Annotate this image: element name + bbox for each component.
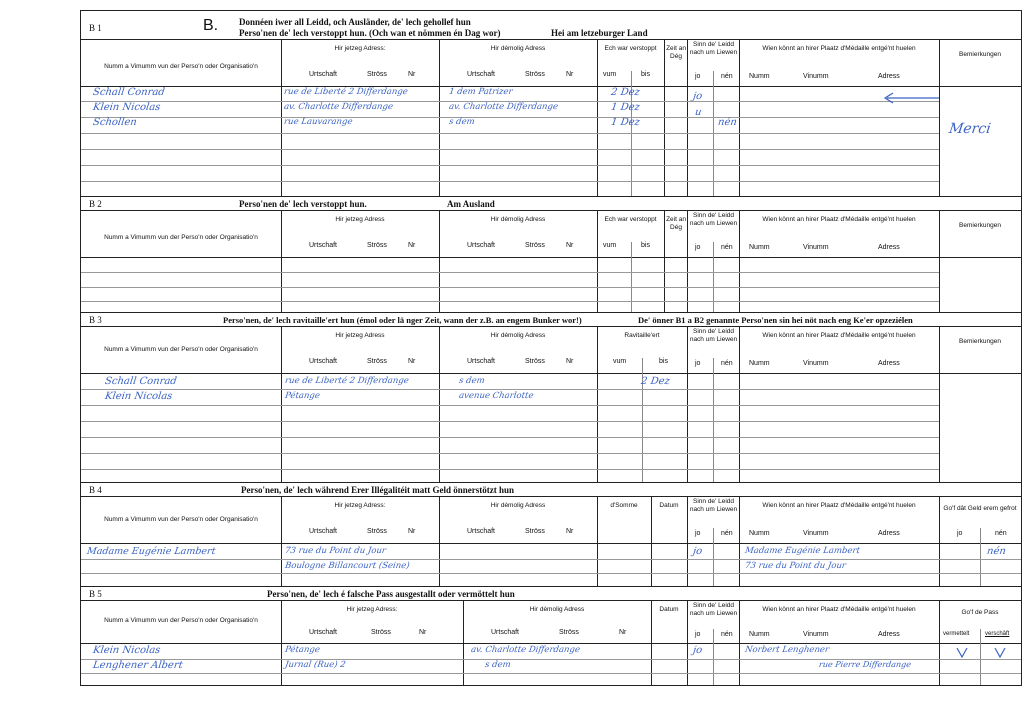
- sub-nr: Nr: [619, 629, 627, 636]
- col-name-header: Numm a Vimumm vun der Perso'n oder Organisatio'n: [104, 63, 258, 70]
- sub-street: Ströss: [525, 71, 545, 78]
- col-ravitaillert: Ravitaille'ert: [624, 332, 660, 339]
- sub-vinumm: Vinumm: [803, 530, 829, 537]
- sub-from: vum: [603, 71, 617, 78]
- handwritten-date: 1 Dez: [610, 117, 641, 128]
- handwritten-address: 73 rue du Point du Jour: [284, 546, 387, 556]
- col-pass: Go'f de Pass: [961, 609, 999, 616]
- sub-vinumm: Vinumm: [803, 631, 829, 638]
- section-region: Am Ausland: [447, 199, 495, 209]
- handwritten-address: Pétange: [284, 645, 321, 655]
- sub-numm: Numm: [749, 244, 770, 251]
- section-b2: [80, 196, 1022, 314]
- sub-from: vum: [603, 242, 617, 249]
- form-page: [80, 10, 1020, 710]
- col-remarks: Bemierkungen: [959, 338, 1001, 345]
- sub-numm: Numm: [749, 631, 770, 638]
- handwritten-address: av. Charlotte Differdange: [283, 102, 394, 112]
- section-b5: [80, 586, 1022, 686]
- check-mark-icon: [955, 645, 969, 659]
- col-date: Datum: [659, 606, 679, 613]
- sub-nr: Nr: [408, 358, 416, 365]
- sub-vinumm: Vinumm: [803, 73, 829, 80]
- sub-vinumm: Vinumm: [803, 244, 829, 251]
- col-medal: Wien könnt an hirer Plaatz d'Médaille entgé'nt huelen: [762, 606, 916, 613]
- col-former-address: Hir démolig Adress: [490, 332, 546, 339]
- sub-town: Urtschaft: [467, 358, 496, 365]
- col-medal: Wien könnt an hirer Plaatz d'Médaille entgé'nt huelen: [762, 45, 916, 52]
- sub-verschafft: verschâft: [985, 631, 1010, 637]
- handwritten-address: Jurnal (Rue) 2: [284, 660, 347, 670]
- col-remarks: Bemierkungen: [959, 222, 1001, 229]
- handwritten-name: Schollen: [92, 117, 138, 128]
- handwritten-no: nén: [986, 546, 1007, 557]
- handwritten-yes: jo: [692, 91, 703, 102]
- sub-yes: jo: [695, 360, 701, 367]
- col-alive: Sinn de' Leidd nach um Liewen: [689, 498, 738, 513]
- col-alive: Sinn de' Leidd nach um Liewen: [689, 41, 738, 56]
- sub-numm: Numm: [749, 360, 770, 367]
- sub-vinumm: Vinumm: [803, 360, 829, 367]
- col-alive: Sinn de' Leidd nach um Liewen: [689, 328, 738, 343]
- sub-nr: Nr: [419, 629, 427, 636]
- sub-numm: Numm: [749, 530, 770, 537]
- col-sum: d'Somme: [610, 502, 638, 509]
- handwritten-name: Klein Nicolas: [92, 645, 162, 656]
- handwritten-name: Madame Eugénie Lambert: [86, 546, 217, 557]
- handwritten-address: av. Charlotte Differdange: [470, 645, 581, 655]
- col-former-address: Hir démolig Adress: [490, 502, 546, 509]
- handwritten-medal-name: Norbert Lenghener: [744, 645, 830, 655]
- handwritten-address: rue de Liberté 2 Differdange: [284, 376, 410, 386]
- sub-town: Urtschaft: [467, 528, 496, 535]
- col-name-header: Numm a Vimumm vun der Perso'n oder Organisatio'n: [104, 234, 258, 241]
- col-medal: Wien könnt an hirer Plaatz d'Médaille entgé'nt huelen: [762, 502, 916, 509]
- col-time: Zeit an Dég: [666, 216, 686, 231]
- handwritten-name: Schall Conrad: [92, 87, 166, 98]
- sub-town: Urtschaft: [309, 629, 338, 636]
- section-title: Perso'nen, de' lech ravitaille'ert hun (émol oder lä nger Zeit, wann der z.B. an engem Bunker wor!): [223, 315, 582, 325]
- sub-yes: jo: [957, 530, 963, 537]
- section-title: Perso'nen de' lech verstoppt hun.: [239, 199, 367, 209]
- sub-nr: Nr: [408, 71, 416, 78]
- sub-nr: Nr: [408, 242, 416, 249]
- sub-from: vum: [613, 358, 627, 365]
- handwritten-name: Klein Nicolas: [104, 391, 174, 402]
- sub-yes: jo: [695, 244, 701, 251]
- sub-vermettelt: vermettelt: [943, 631, 970, 637]
- sub-street: Ströss: [525, 528, 545, 535]
- col-alive: Sinn de' Leidd nach um Liewen: [689, 212, 738, 227]
- sub-nr: Nr: [566, 358, 574, 365]
- sub-town: Urtschaft: [467, 71, 496, 78]
- handwritten-address: s dem: [458, 376, 486, 386]
- sub-town: Urtschaft: [309, 242, 338, 249]
- sub-no: nén: [721, 530, 733, 537]
- handwritten-date: 2 Dez: [610, 87, 641, 98]
- sub-street: Ströss: [367, 71, 387, 78]
- col-current-address: Hir jetzeg Adress: [335, 216, 385, 223]
- sub-to: bis: [659, 358, 668, 365]
- section-note: De' önner B1 a B2 genannte Perso'nen sin hei nöt nach eng Ke'er opzeziélen: [638, 315, 913, 325]
- section-b3: [80, 312, 1022, 484]
- sub-adress: Adress: [878, 631, 900, 638]
- sub-no: nén: [721, 631, 733, 638]
- sub-to: bis: [641, 242, 650, 249]
- col-alive: Sinn de' Leidd nach um Liewen: [689, 602, 738, 617]
- handwritten-yes: u: [694, 107, 703, 118]
- section-id: B 3: [89, 315, 102, 325]
- sub-nr: Nr: [408, 528, 416, 535]
- sub-adress: Adress: [878, 530, 900, 537]
- sub-town: Urtschaft: [309, 358, 338, 365]
- handwritten-remark: Merci: [947, 121, 992, 137]
- sub-town: Urtschaft: [309, 528, 338, 535]
- col-medal: Wien könnt an hirer Plaatz d'Médaille entgé'nt huelen: [762, 216, 916, 223]
- sub-no: nén: [721, 360, 733, 367]
- sub-town: Urtschaft: [491, 629, 520, 636]
- col-date: Datum: [659, 502, 679, 509]
- sub-adress: Adress: [878, 360, 900, 367]
- handwritten-address: avenue Charlotte: [458, 391, 535, 401]
- arrow-icon: [881, 91, 941, 105]
- handwritten-medal-address: 73 rue du Point du Jour: [744, 561, 847, 571]
- sub-street: Ströss: [367, 242, 387, 249]
- sub-yes: jo: [695, 631, 701, 638]
- handwritten-address: av. Charlotte Differdange: [448, 102, 559, 112]
- section-id: B 2: [89, 199, 102, 209]
- col-current-address: Hir jetzeg Adress:: [334, 45, 386, 52]
- form-letter: B.: [203, 17, 219, 34]
- sub-town: Urtschaft: [309, 71, 338, 78]
- col-money-returned: Go'f dât Geld erem gefrot: [943, 505, 1017, 512]
- col-current-address: Hir jetzeg Adress:: [346, 606, 398, 613]
- section-b4: [80, 482, 1022, 588]
- handwritten-address: Pétange: [284, 391, 321, 401]
- handwritten-name: Klein Nicolas: [92, 102, 162, 113]
- section-id: B 5: [89, 589, 102, 599]
- sub-town: Urtschaft: [467, 242, 496, 249]
- col-name-header: Numm a Vimumm vun der Perso'n oder Organisatio'n: [104, 346, 258, 353]
- handwritten-name: Schall Conrad: [104, 376, 178, 387]
- col-former-address: Hir démolig Adress: [490, 45, 546, 52]
- col-medal: Wien könnt an hirer Plaatz d'Médaille entgé'nt huelen: [762, 332, 916, 339]
- sub-yes: jo: [695, 73, 701, 80]
- sub-street: Ströss: [367, 358, 387, 365]
- col-former-address: Hir démolig Adress: [490, 216, 546, 223]
- handwritten-date: 1 Dez: [610, 102, 641, 113]
- section-title: Donnéen iwer all Leidd, och Ausländer, de' lech gehollef hun: [239, 17, 471, 27]
- sub-no: nén: [721, 244, 733, 251]
- handwritten-medal-name: Madame Eugénie Lambert: [744, 546, 861, 556]
- section-id: B 1: [89, 23, 102, 33]
- sub-yes: jo: [695, 530, 701, 537]
- handwritten-address: s dem: [484, 660, 512, 670]
- sub-street: Ströss: [525, 358, 545, 365]
- sub-street: Ströss: [367, 528, 387, 535]
- handwritten-address: 1 dem Patrizer: [448, 87, 514, 97]
- col-remarks: Bemierkungen: [959, 51, 1001, 58]
- sub-nr: Nr: [566, 242, 574, 249]
- handwritten-address: Boulogne Billancourt (Seine): [284, 561, 411, 571]
- sub-street: Ströss: [371, 629, 391, 636]
- sub-street: Ströss: [559, 629, 579, 636]
- section-subtitle: Perso'nen de' lech verstoppt hun. (Och wan et nömmen én Dag wor): [239, 28, 501, 38]
- col-hidden: Ech war verstoppt: [604, 45, 657, 52]
- sub-adress: Adress: [878, 244, 900, 251]
- sub-adress: Adress: [878, 73, 900, 80]
- sub-to: bis: [641, 71, 650, 78]
- handwritten-yes: jo: [692, 645, 703, 656]
- check-mark-icon: [993, 645, 1007, 659]
- col-hidden: Ech war verstoppt: [604, 216, 657, 223]
- sub-numm: Numm: [749, 73, 770, 80]
- section-id: B 4: [89, 485, 102, 495]
- handwritten-date: 2 Dez: [640, 376, 671, 387]
- section-title: Perso'nen, de' lech während Erer Illégalitéit matt Geld önnerstötzt hun: [241, 485, 514, 495]
- sub-nr: Nr: [566, 528, 574, 535]
- sub-no: nén: [721, 73, 733, 80]
- section-b1: [80, 10, 1022, 198]
- handwritten-address: s dem: [448, 117, 476, 127]
- col-time: Zeit an Dég: [666, 45, 686, 60]
- col-former-address: Hir démolig Adress: [529, 606, 585, 613]
- col-current-address: Hir jetzeg Adress: [335, 332, 385, 339]
- handwritten-address: rue Lauvarange: [283, 117, 354, 127]
- handwritten-address: rue de Liberté 2 Differdange: [283, 87, 409, 97]
- sub-street: Ströss: [525, 242, 545, 249]
- handwritten-no: nén: [717, 117, 738, 128]
- col-name-header: Numm a Vimumm vun der Perso'n oder Organisatio'n: [104, 617, 258, 624]
- col-name-header: Numm a Vimumm vun der Perso'n oder Organisatio'n: [104, 516, 258, 523]
- handwritten-yes: jo: [692, 546, 703, 557]
- sub-no: nén: [995, 530, 1007, 537]
- col-current-address: Hir jetzeg Adress:: [334, 502, 386, 509]
- section-title: Perso'nen, de' lech é falsche Pass ausgestallt oder vermöttelt hun: [267, 589, 515, 599]
- handwritten-medal-address: rue Pierre Differdange: [818, 660, 912, 669]
- sub-nr: Nr: [566, 71, 574, 78]
- handwritten-name: Lenghener Albert: [92, 660, 184, 671]
- section-region: Hei am letzeburger Land: [551, 28, 648, 38]
